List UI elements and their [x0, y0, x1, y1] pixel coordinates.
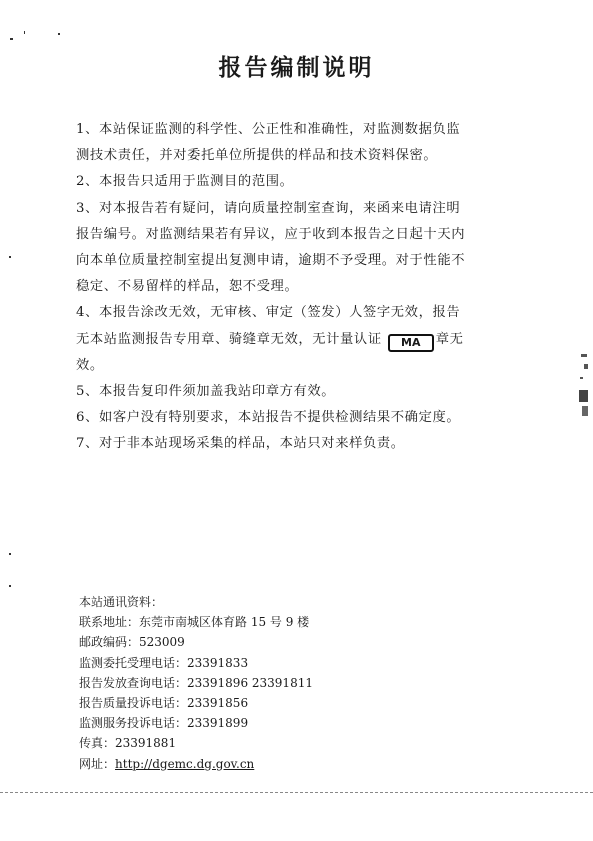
contact-address: 联系地址：东莞市南城区体育路 15 号 9 楼: [79, 615, 310, 630]
note-item-6: [76, 405, 532, 431]
note-item-7: [76, 431, 532, 457]
note-line-text: 无本站监测报告专用章、骑缝章无效，无计量认证: [76, 331, 382, 347]
note-item-5: [76, 379, 532, 405]
seam-stamp-edge: [579, 344, 591, 434]
note-item-1: [76, 117, 532, 169]
note-line: 3、对本报告若有疑问，请向质量控制室查询，来函来电请注明: [76, 200, 461, 216]
note-line: 测技术责任，并对委托单位所提供的样品和技术资料保密。: [76, 148, 438, 164]
document-title: 报告编制说明: [218, 55, 375, 81]
scan-speck: [9, 553, 11, 555]
scan-speck: [10, 38, 13, 40]
note-line: 报告编号。对监测结果若有异议，应于收到本报告之日起十天内: [76, 226, 466, 242]
note-line: 4、本报告涂改无效，无审核、审定（签发）人签字无效，报告: [76, 305, 461, 321]
note-line: 6、如客户没有特别要求，本站报告不提供检测结果不确定度。: [76, 410, 461, 426]
note-line-with-mark: [76, 327, 532, 353]
note-line: 7、对于非本站现场采集的样品，本站只对来样负责。: [76, 436, 405, 452]
scan-speck: [9, 585, 11, 587]
contact-website: [79, 754, 459, 774]
contact-entrust-phone: 监测委托受理电话：23391833: [79, 655, 249, 670]
contact-info: [79, 592, 459, 774]
contact-service-complaint-phone: 监测服务投诉电话：23391899: [79, 716, 249, 731]
contact-fax: 传真：23391881: [79, 736, 177, 751]
note-line: 效。: [76, 357, 104, 373]
website-link[interactable]: http://dgemc.dg.gov.cn: [115, 756, 255, 771]
note-item-4: [76, 300, 532, 379]
footer-divider: [0, 792, 593, 793]
report-notes: [76, 117, 532, 458]
website-label: 网址：: [79, 756, 116, 771]
note-line: 1、本站保证监测的科学性、公正性和准确性，对监测数据负监: [76, 122, 461, 137]
scan-speck: [58, 33, 60, 35]
note-item-2: [76, 169, 532, 195]
contact-postcode: 邮政编码：523009: [79, 635, 185, 650]
contact-report-phone: 报告发放查询电话：23391896 23391811: [79, 675, 313, 690]
note-line: 2、本报告只适用于监测目的范围。: [76, 174, 294, 190]
contact-quality-complaint-phone: 报告质量投诉电话：23391856: [79, 696, 249, 711]
note-line: 向本单位质量控制室提出复测申请，逾期不予受理。对于性能不: [76, 253, 466, 269]
note-line: 稳定、不易留样的样品，恕不受理。: [76, 279, 299, 295]
note-line-suffix: 章无: [435, 331, 464, 347]
note-item-3: [76, 196, 532, 301]
scan-speck: [9, 256, 11, 258]
scan-speck: [24, 31, 25, 34]
contact-heading: 本站通讯资料：: [79, 595, 164, 609]
note-line: 5、本报告复印件须加盖我站印章方有效。: [76, 384, 336, 400]
cma-certification-mark-icon: MA: [388, 334, 434, 352]
